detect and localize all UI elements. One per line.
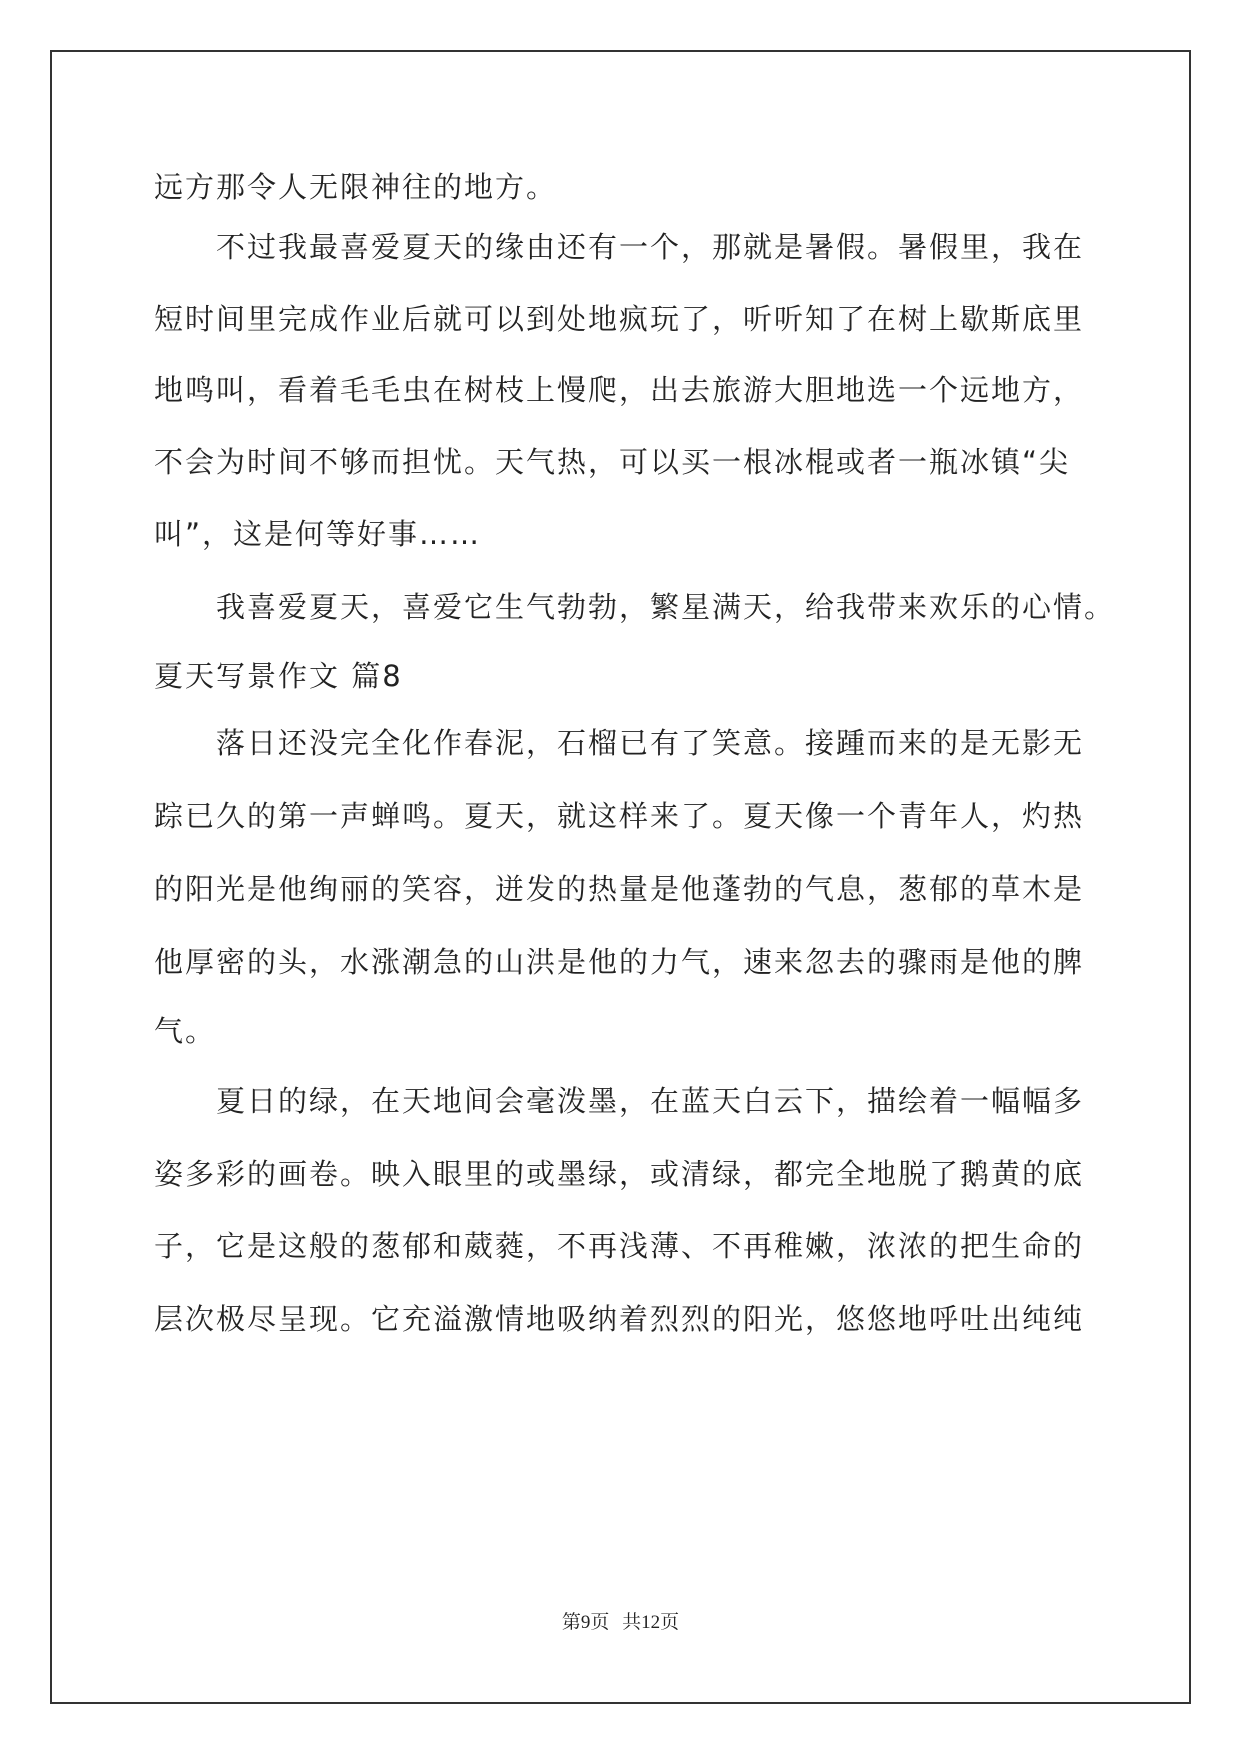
body-line: 我喜爱夏天，喜爱它生气勃勃，繁星满天，给我带来欢乐的心情。 [154,590,1116,624]
body-line: 踪已久的第一声蝉鸣。夏天，就这样来了。夏天像一个青年人，灼热 [154,799,1085,833]
body-line: 不过我最喜爱夏天的缘由还有一个，那就是暑假。暑假里，我在 [154,230,1085,264]
body-line: 子，它是这般的葱郁和葳蕤，不再浅薄、不再稚嫩，浓浓的把生命的 [154,1229,1085,1263]
page-total: 共12页 [622,1612,680,1633]
body-line: 层次极尽呈现。它充溢激情地吸纳着烈烈的阳光，悠悠地呼吐出纯纯 [154,1302,1085,1336]
body-line: 的阳光是他绚丽的笑容，迸发的热量是他蓬勃的气息，葱郁的草木是 [154,872,1085,906]
body-line: 不会为时间不够而担忧。天气热，可以买一根冰棍或者一瓶冰镇“尖 [154,445,1071,479]
body-line: 叫”，这是何等好事…… [154,517,482,551]
body-line: 夏日的绿，在天地间会毫泼墨，在蓝天白云下，描绘着一幅幅多 [154,1084,1085,1118]
body-line: 气。 [154,1014,217,1048]
body-line: 远方那令人无限神往的地方。 [154,170,558,204]
body-line: 地鸣叫，看着毛毛虫在树枝上慢爬，出去旅游大胆地选一个远地方， [154,373,1085,407]
body-line: 姿多彩的画卷。映入眼里的或墨绿，或清绿，都完全地脱了鹅黄的底 [154,1157,1085,1191]
body-line: 落日还没完全化作春泥，石榴已有了笑意。接踵而来的是无影无 [154,726,1085,760]
body-line: 短时间里完成作业后就可以到处地疯玩了，听听知了在树上歇斯底里 [154,302,1085,336]
body-line: 他厚密的头，水涨潮急的山洪是他的力气，速来忽去的骤雨是他的脾 [154,945,1085,979]
page-footer [0,1607,1241,1634]
page-number: 第9页 [561,1612,610,1633]
section-heading: 夏天写景作文 篇8 [154,659,403,693]
